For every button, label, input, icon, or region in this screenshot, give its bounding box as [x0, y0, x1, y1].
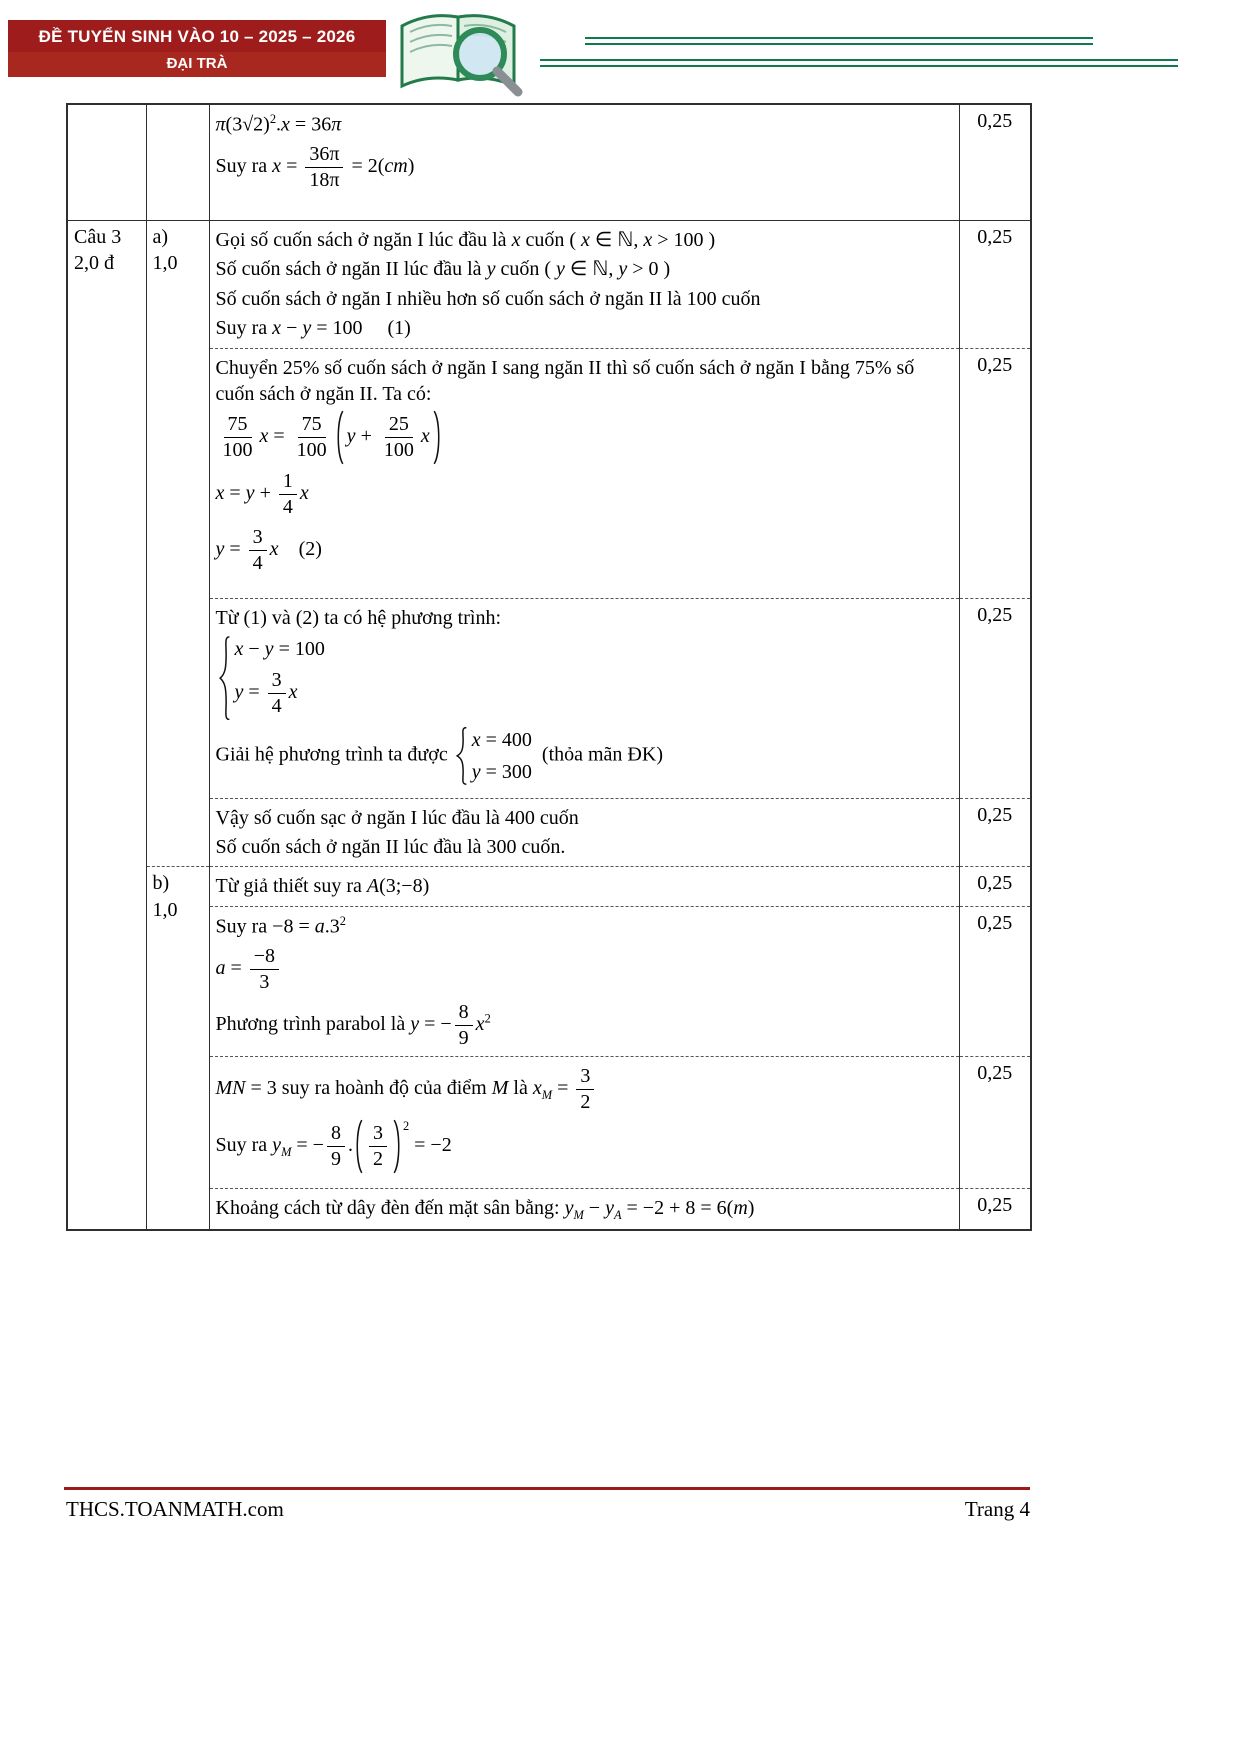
math-line: Giải hệ phương trình ta được x = 400 y = 300 (thỏa mãn ĐK) [216, 725, 953, 787]
table-row [67, 1188, 1031, 1230]
superscript: 2 [339, 913, 346, 928]
fraction: $\frac{-8}{3}$ [250, 945, 279, 994]
part-b-label: b) [152, 872, 170, 895]
fraction: $\frac{75}{100}$ [222, 413, 253, 462]
table-row [67, 348, 1031, 598]
parenthesis-group [353, 1119, 403, 1174]
answer-grading-table [66, 103, 1032, 1231]
answer-content-cell [209, 104, 959, 221]
math-line: Phương trình parabol là y = − $\frac{8}{9}$ $x^2$ [215, 1000, 491, 1049]
points-cell: 0,25 [959, 104, 1031, 221]
question-score: 2,0 đ [74, 252, 114, 275]
decorative-green-line-top [585, 37, 1093, 45]
empty-question-cell [67, 104, 146, 221]
answer-content-cell [209, 906, 959, 1056]
math-line: MN = 3 suy ra hoành độ của điểm M là $x_M$ = $\frac{3}{2}$ [216, 1063, 953, 1116]
answer-content [216, 111, 953, 217]
fraction: $\frac{8}{9}$ [455, 1001, 473, 1050]
question-number: Câu 3 [74, 226, 122, 248]
exam-banner [8, 20, 386, 77]
table-row [67, 867, 1031, 906]
subscript: M [281, 1144, 292, 1159]
answer-content [216, 1195, 953, 1223]
subscript: A [613, 1207, 622, 1222]
fraction: $\frac{3}{2}$ [369, 1122, 387, 1171]
subscript: M [541, 1087, 553, 1102]
answer-content [216, 913, 953, 1053]
math-line: Số cuốn sách ở ngăn I nhiều hơn số cuốn sách ở ngăn II là 100 cuốn [215, 287, 761, 310]
banner-title: ĐỀ TUYỂN SINH VÀO 10 – 2025 – 2026 [8, 20, 386, 52]
answer-content-cell [209, 798, 959, 867]
math-line: $\frac{75}{100}$ x = $\frac{75}{100}$ y + $\frac{25}{100}$ x [216, 410, 953, 465]
banner-subtitle: ĐẠI TRÀ [8, 52, 386, 77]
part-a-cell [146, 221, 209, 867]
points-cell: 0,25 [959, 221, 1031, 349]
empty-part-cell [146, 104, 209, 221]
footer-site: THCS.TOANMATH.com [66, 1497, 284, 1521]
fraction: $\frac{1}{4}$ [279, 470, 297, 519]
table-row [67, 906, 1031, 1056]
table-row [67, 598, 1031, 798]
math-line: Từ giả thiết suy ra A(3;−8) [215, 875, 430, 898]
superscript: 2 [484, 1011, 491, 1026]
answer-content [216, 227, 953, 342]
footer [66, 1497, 1030, 1522]
part-a-score: 1,0 [152, 252, 178, 275]
math-line: Gọi số cuốn sách ở ngăn I lúc đầu là x cuốn ( x ∈ ℕ, x > 100 ) [215, 229, 716, 251]
fraction: $\frac{3}{2}$ [576, 1065, 594, 1114]
math-line: Số cuốn sách ở ngăn II lúc đầu là 300 cuốn. [215, 835, 566, 858]
part-a-label: a) [152, 226, 169, 248]
math-line: y = $\frac{3}{4}$ x (2) [215, 526, 322, 575]
math-line: Từ (1) và (2) ta có hệ phương trình: [215, 606, 502, 629]
answer-content-cell [209, 867, 959, 906]
fraction: $\frac{3}{4}$ [249, 526, 267, 575]
answer-content [216, 355, 953, 595]
answer-content-cell [209, 1056, 959, 1188]
superscript: 2 [402, 1119, 410, 1134]
points-cell: 0,25 [959, 906, 1031, 1056]
decorative-green-line-bottom [540, 59, 1178, 67]
answer-content [216, 805, 953, 861]
footer-divider [64, 1487, 1030, 1490]
fraction: $\frac{25}{100}$ [383, 413, 414, 462]
table-row [67, 798, 1031, 867]
fraction: $\frac{8}{9}$ [327, 1122, 345, 1171]
footer-page-number: Trang 4 [964, 1497, 1030, 1521]
subscript: M [573, 1207, 584, 1222]
points-cell: 0,25 [959, 867, 1031, 906]
answer-content [216, 605, 953, 795]
parenthesis-group: y + $\frac{25}{100}$ x [334, 410, 443, 465]
math-line: $\pi(3√2)^2.x = 36\pi$ [215, 112, 342, 136]
points-cell: 0,25 [959, 798, 1031, 867]
points-cell: 0,25 [959, 598, 1031, 798]
math-line: Suy ra x = $\frac{36\pi}{18\pi}$ = 2(cm) [215, 143, 415, 192]
math-line: x = y + $\frac{1}{4}$ x [215, 470, 309, 519]
points-cell: 0,25 [959, 1056, 1031, 1188]
answer-content-cell [209, 348, 959, 598]
math-line: Suy ra $-8 = a.3^2$ [215, 913, 346, 938]
math-line: Suy ra $y_M$ = − $\frac{8}{9}$ . $\frac{3}{2}$ $^2$ = −2 [216, 1119, 953, 1174]
answer-content [216, 1063, 953, 1185]
math-line: Suy ra x − y = 100 (1) [215, 317, 411, 340]
math-line: Vậy số cuốn sạc ở ngăn I lúc đầu là 400 cuốn [215, 806, 579, 829]
answer-content-cell [209, 598, 959, 798]
fraction: $\frac{75}{100}$ [296, 413, 327, 462]
math-line: a = $\frac{-8}{3}$ [216, 943, 953, 996]
math-line [216, 634, 953, 722]
table-row [67, 221, 1031, 349]
equation-system: x = 400 y = 300 [455, 727, 532, 785]
answer-content-cell [209, 221, 959, 349]
part-b-score: 1,0 [152, 898, 178, 921]
answer-content-cell [209, 1188, 959, 1230]
table-row [67, 104, 1031, 221]
points-cell: 0,25 [959, 1188, 1031, 1230]
math-line: Số cuốn sách ở ngăn II lúc đầu là y cuốn ( y ∈ ℕ, y > 0 ) [215, 258, 671, 281]
book-magnifier-icon [388, 2, 532, 98]
points-cell: 0,25 [959, 348, 1031, 598]
math-line: Khoảng cách từ dây đèn đến mặt sân bằng: $y_M - y_A = -2 + 8 = 6(m)$ [215, 1196, 755, 1222]
question-number-cell [67, 221, 146, 1231]
part-b-cell [146, 867, 209, 1230]
table-row [67, 1056, 1031, 1188]
fraction: $\frac{36\pi}{18\pi}$ [305, 143, 343, 192]
superscript: 2 [269, 112, 277, 126]
math-line: Chuyển 25% số cuốn sách ở ngăn I sang ngăn II thì số cuốn sách ở ngăn I bằng 75% số cuốn sách ở ngăn II. Ta có: [215, 356, 915, 405]
equation-system: x − y = 100 y = $\frac{3}{4}$ x [218, 636, 325, 720]
fraction: $\frac{3}{4}$ [268, 669, 286, 718]
answer-content [216, 873, 953, 899]
